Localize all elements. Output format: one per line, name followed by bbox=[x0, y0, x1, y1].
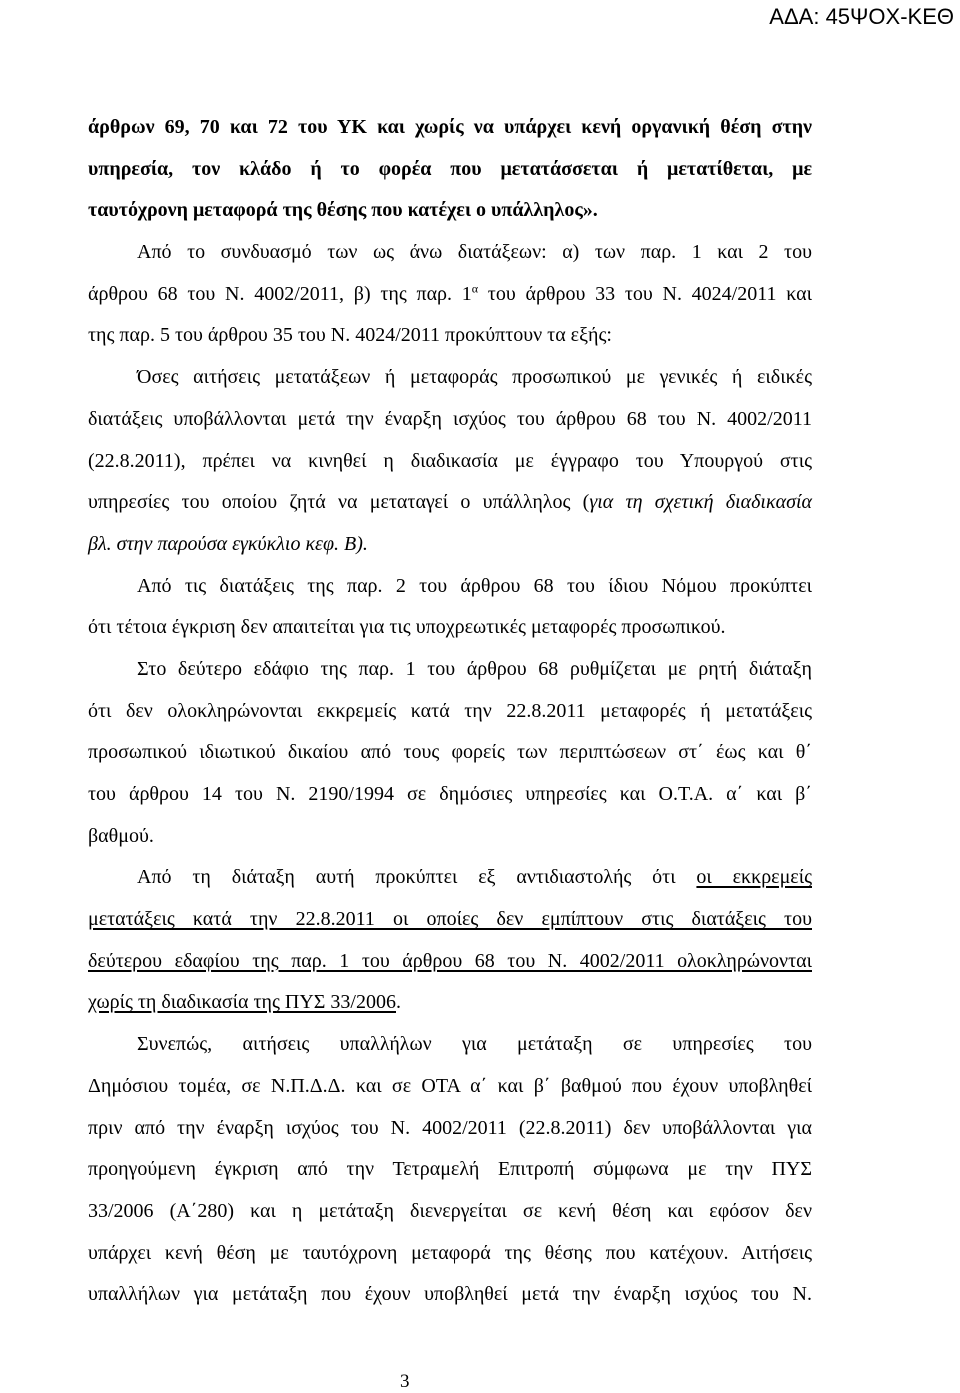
text-line: υπηρεσία, τον κλάδο ή το φορέα που μετατάσσεται ή μετατίθεται, με bbox=[88, 157, 812, 180]
text-segment: άρθρου 68 του Ν. 4002/2011, β) της παρ. 1 bbox=[88, 282, 472, 305]
text-line: πριν από την έναρξη ισχύος του Ν. 4002/2011 (22.8.2011) δεν υποβάλλονται για bbox=[88, 1116, 812, 1139]
underlined-segment: χωρίς τη διαδικασία της ΠΥΣ 33/2006 bbox=[88, 991, 396, 1014]
text-line: άρθρων 69, 70 και 72 του ΥΚ και χωρίς να υπάρχει κενή οργανική θέση στην bbox=[88, 116, 812, 138]
text-line: του άρθρου 14 του Ν. 2190/1994 σε δημόσιες υπηρεσίες και Ο.Τ.Α. α΄ και β΄ bbox=[88, 783, 812, 805]
text-line: μετατάξεις κατά την 22.8.2011 οι οποίες δεν εμπίπτουν στις διατάξεις του bbox=[88, 908, 812, 931]
text-line: Όσες αιτήσεις μετατάξεων ή μεταφοράς προσωπικού με γενικές ή ειδικές bbox=[137, 366, 812, 389]
text-line: Από το συνδυασμό των ως άνω διατάξεων: α) των παρ. 1 και 2 του bbox=[137, 241, 812, 264]
text-segment: του άρθρου 33 του Ν. 4024/2011 και bbox=[478, 282, 812, 305]
text-line: διατάξεις υποβάλλονται μετά την έναρξη ισχύος του άρθρου 68 του Ν. 4002/2011 bbox=[88, 407, 812, 430]
text-line: βλ. στην παρούσα εγκύκλιο κεφ. Β). bbox=[88, 532, 368, 555]
underlined-segment: οι εκκρεμείς bbox=[696, 866, 812, 889]
italic-segment: για τη σχετική διαδικασία bbox=[589, 491, 813, 514]
page-number: 3 bbox=[400, 1371, 410, 1392]
text-line: δεύτερου εδαφίου της παρ. 1 του άρθρου 68 του Ν. 4002/2011 ολοκληρώνονται bbox=[88, 949, 812, 972]
text-line: ότι δεν ολοκληρώνονται εκκρεμείς κατά την 22.8.2011 μεταφορές ή μετατάξεις bbox=[88, 699, 812, 722]
text-line: της παρ. 5 του άρθρου 35 του Ν. 4024/2011 προκύπτουν τα εξής: bbox=[88, 324, 612, 347]
text-segment: . bbox=[396, 991, 401, 1014]
text-line: προηγούμενη έγκριση από την Τετραμελή Επιτροπή σύμφωνα με την ΠΥΣ bbox=[88, 1158, 812, 1181]
text-line: υπάρχει κενή θέση με ταυτόχρονη μεταφορά της θέσης που κατέχουν. Αιτήσεις bbox=[88, 1241, 812, 1264]
document-body bbox=[88, 107, 812, 1316]
superscript: α bbox=[471, 281, 479, 296]
text-line: Δημόσιου τομέα, σε Ν.Π.Δ.Δ. και σε ΟΤΑ α΄ και β΄ βαθμού που έχουν υποβληθεί bbox=[88, 1074, 812, 1097]
ada-header: ΑΔΑ: 45ΨΟΧ-ΚΕΘ bbox=[769, 4, 954, 29]
text-segment: Από τη διάταξη αυτή προκύπτει εξ αντιδιαστολής ότι bbox=[137, 866, 697, 889]
text-line: (22.8.2011), πρέπει να κινηθεί η διαδικασία με έγγραφο του Υπουργού στις bbox=[88, 449, 812, 472]
text-line bbox=[88, 857, 812, 899]
text-line: Από τις διατάξεις της παρ. 2 του άρθρου 68 του ίδιου Νόμου προκύπτει bbox=[137, 574, 812, 597]
text-line bbox=[88, 482, 812, 524]
text-line bbox=[88, 274, 812, 316]
text-line: 33/2006 (Α΄280) και η μετάταξη διενεργείται σε κενή θέση και εφόσον δεν bbox=[88, 1199, 812, 1222]
text-line: Στο δεύτερο εδάφιο της παρ. 1 του άρθρου 68 ρυθμίζεται με ρητή διάταξη bbox=[137, 657, 812, 680]
text-line: ταυτόχρονη μεταφορά της θέσης που κατέχει ο υπάλληλος». bbox=[88, 199, 598, 222]
text-line: προσωπικού ιδιωτικού δικαίου από τους φορείς των περιπτώσεων στ΄ έως και θ΄ bbox=[88, 741, 812, 764]
text-segment: υπηρεσίες του οποίου ζητά να μεταταγεί ο υπάλληλος ( bbox=[88, 491, 590, 514]
text-line: βαθμού. bbox=[88, 824, 154, 847]
text-line: Συνεπώς, αιτήσεις υπαλλήλων για μετάταξη σε υπηρεσίες του bbox=[137, 1033, 812, 1056]
text-line: ότι τέτοια έγκριση δεν απαιτείται για τις υποχρεωτικές μεταφορές προσωπικού. bbox=[88, 616, 726, 639]
text-line bbox=[88, 982, 812, 1024]
text-line: υπαλλήλων για μετάταξη που έχουν υποβληθεί μετά την έναρξη ισχύος του Ν. bbox=[88, 1283, 812, 1306]
